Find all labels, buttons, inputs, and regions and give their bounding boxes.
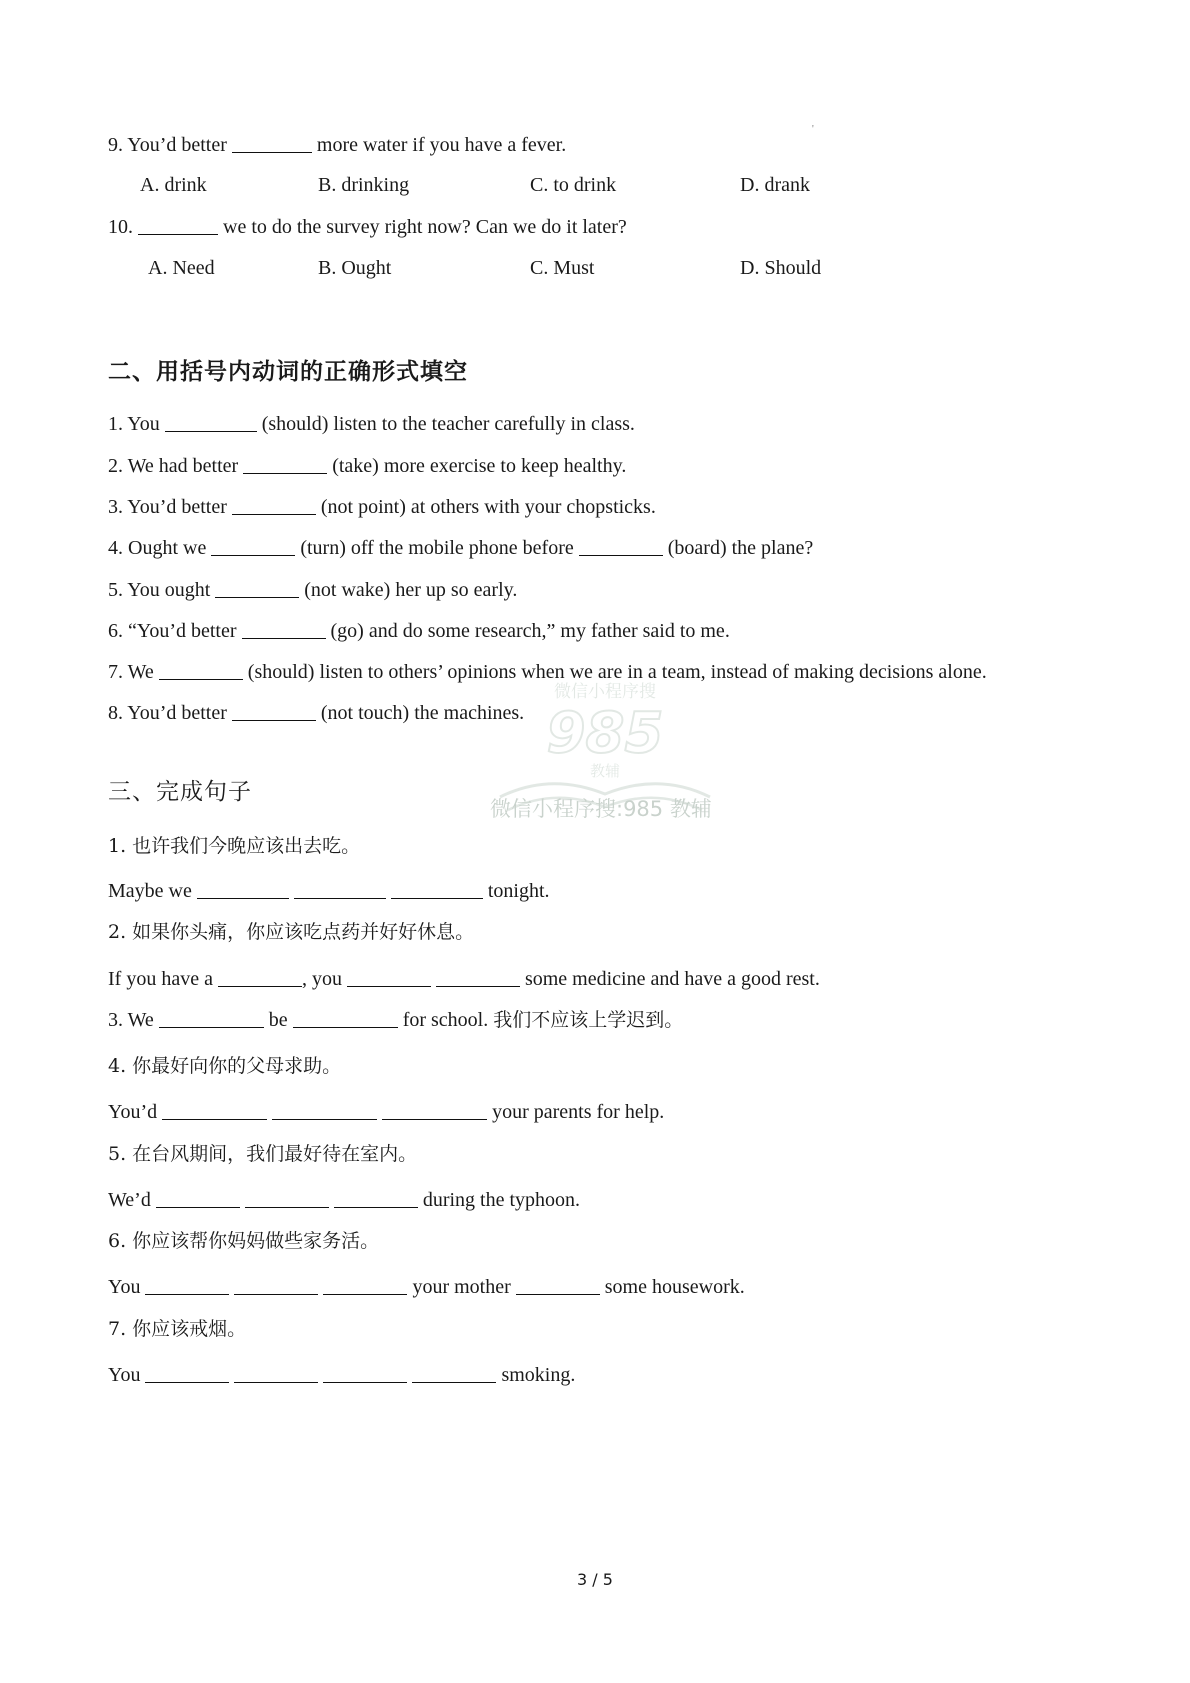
option-c: C. Must: [530, 257, 595, 279]
section-3-prompt: 1. 也许我们今晚应该出去吃。: [108, 835, 361, 857]
section-2-item: 8. You’d better (not touch) the machines.: [108, 702, 525, 724]
answer-blank[interactable]: [145, 1276, 229, 1295]
answer-blank[interactable]: [272, 1101, 377, 1120]
option-b: B. Ought: [318, 257, 392, 279]
answer-blank[interactable]: [436, 968, 520, 987]
answer-blank[interactable]: [516, 1276, 600, 1295]
section-2-item: 5. You ought (not wake) her up so early.: [108, 579, 518, 601]
answer-blank[interactable]: [211, 537, 295, 556]
section-3-item: You’d your parents for help.: [108, 1101, 665, 1123]
option-d: D. Should: [740, 257, 822, 279]
section-3-heading: 三、完成句子: [108, 779, 252, 805]
section-3-prompt: 4. 你最好向你的父母求助。: [108, 1055, 342, 1077]
option-b: B. drinking: [318, 174, 410, 196]
option-d: D. drank: [740, 174, 810, 196]
answer-blank[interactable]: [215, 579, 299, 598]
answer-blank[interactable]: [234, 1276, 318, 1295]
section-3-item: Maybe we tonight.: [108, 880, 550, 902]
watermark-number: 985: [546, 701, 664, 766]
section-3-item: You your mother some housework.: [108, 1276, 745, 1298]
answer-blank[interactable]: [138, 216, 218, 235]
option-a: A. Need: [148, 257, 215, 279]
section-3-item: If you have a , you some medicine and have a good rest.: [108, 968, 820, 990]
answer-blank[interactable]: [165, 413, 257, 432]
answer-blank[interactable]: [242, 620, 326, 639]
answer-blank[interactable]: [232, 496, 316, 515]
answer-blank[interactable]: [323, 1276, 407, 1295]
section-2-heading: 二、用括号内动词的正确形式填空: [108, 359, 468, 385]
answer-blank[interactable]: [412, 1364, 496, 1383]
section-3-prompt: 6. 你应该帮你妈妈做些家务活。: [108, 1230, 380, 1252]
watermark-caption: 微信小程序搜:985 教辅: [490, 797, 712, 821]
answer-blank[interactable]: [218, 968, 302, 987]
section-3-item: You smoking.: [108, 1364, 576, 1386]
section-3-item: 3. We be for school. 我们不应该上学迟到。: [108, 1009, 684, 1031]
answer-blank[interactable]: [334, 1189, 418, 1208]
option-a: A. drink: [140, 174, 207, 196]
answer-blank[interactable]: [245, 1189, 329, 1208]
answer-blank[interactable]: [162, 1101, 267, 1120]
stray-mark: ': [812, 124, 814, 135]
section-3-prompt: 5. 在台风期间，我们最好待在室内。: [108, 1143, 418, 1165]
section-3-item: We’d during the typhoon.: [108, 1189, 581, 1211]
page-number: 3 / 5: [577, 1570, 613, 1589]
watermark-line1: 微信小程序搜: [554, 682, 656, 702]
answer-blank[interactable]: [391, 880, 483, 899]
answer-blank[interactable]: [294, 880, 386, 899]
answer-blank[interactable]: [243, 455, 327, 474]
question-10: 10. we to do the survey right now? Can we do it later?: [108, 216, 627, 238]
answer-blank[interactable]: [159, 661, 243, 680]
answer-blank[interactable]: [159, 1009, 264, 1028]
section-2-item: 6. “You’d better (go) and do some research,” my father said to me.: [108, 620, 730, 642]
answer-blank[interactable]: [382, 1101, 487, 1120]
answer-blank[interactable]: [234, 1364, 318, 1383]
answer-blank[interactable]: [323, 1364, 407, 1383]
section-2-item: 4. Ought we (turn) off the mobile phone before (board) the plane?: [108, 537, 814, 559]
section-2-item: 7. We (should) listen to others’ opinions when we are in a team, instead of making decisions alone.: [108, 661, 987, 683]
answer-blank[interactable]: [579, 537, 663, 556]
section-3-prompt: 2. 如果你头痛，你应该吃点药并好好休息。: [108, 921, 475, 943]
answer-blank[interactable]: [347, 968, 431, 987]
watermark-line2: 教辅: [589, 762, 621, 780]
answer-blank[interactable]: [156, 1189, 240, 1208]
answer-blank[interactable]: [197, 880, 289, 899]
section-3-prompt: 7. 你应该戒烟。: [108, 1318, 247, 1340]
section-2-item: 3. You’d better (not point) at others with your chopsticks.: [108, 496, 656, 518]
section-2-item: 1. You (should) listen to the teacher carefully in class.: [108, 413, 635, 435]
option-c: C. to drink: [530, 174, 617, 196]
answer-blank[interactable]: [145, 1364, 229, 1383]
answer-blank[interactable]: [232, 134, 312, 153]
answer-blank[interactable]: [293, 1009, 398, 1028]
answer-blank[interactable]: [232, 702, 316, 721]
question-9: 9. You’d better more water if you have a fever.: [108, 134, 567, 156]
section-2-item: 2. We had better (take) more exercise to keep healthy.: [108, 455, 627, 477]
